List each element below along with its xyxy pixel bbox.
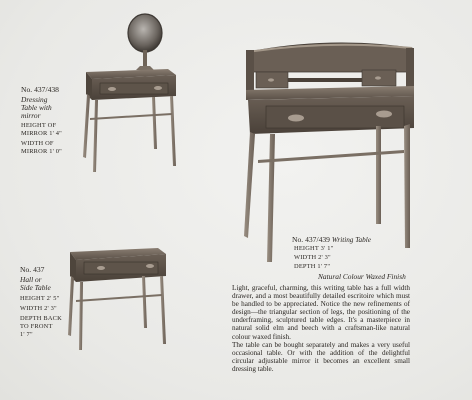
hall-table-spec-3: DEPTH BACK [20, 315, 62, 322]
dressing-table-spec-3: WIDTH OF [21, 140, 54, 147]
dressing-table-spec-2: MIRROR 1' 4" [21, 130, 62, 137]
writing-table-spec-2: WIDTH 2' 3" [294, 254, 331, 261]
hall-table-spec-5: 1' 7" [20, 331, 33, 338]
hall-table-number: No. 437 [20, 265, 45, 274]
finish-label: Natural Colour Waxed Finish [318, 272, 406, 281]
writing-table-spec-1: HEIGHT 3' 1" [294, 245, 334, 252]
hall-table-spec-1: HEIGHT 2' 5" [20, 295, 60, 302]
hall-table-spec-2: WIDTH 2' 3" [20, 305, 57, 312]
dressing-table-name-line-2: Table with [21, 103, 52, 112]
dressing-table-number: No. 437/438 [21, 85, 59, 94]
hall-table-image [68, 248, 166, 350]
hall-table-name-line-1: Hall or [20, 275, 42, 284]
writing-table-heading [292, 236, 371, 245]
writing-table-image [244, 43, 414, 262]
dressing-table-name-line-3: mirror [21, 111, 41, 120]
hall-table-name-line-2: Side Table [20, 283, 51, 292]
writing-table-description [232, 284, 410, 373]
dressing-table-spec-4: MIRROR 1' 0" [21, 148, 62, 155]
description-paragraph-2: The table can be bought separately and makes a very useful occasional table. Or with the addition of the delightful circular adjustable mirror it becomes an excellent small dressing table. [232, 340, 410, 373]
writing-table-name: Writing Table [331, 236, 371, 244]
dressing-table-spec-1: HEIGHT OF [21, 122, 57, 129]
dressing-table-image [83, 14, 176, 172]
hall-table-spec-4: TO FRONT [20, 323, 53, 330]
writing-table-number: No. 437/439 [292, 235, 330, 244]
dressing-table-name-line-1: Dressing [21, 95, 48, 104]
description-paragraph-1: Light, graceful, charming, this writing table has a full width drawer, and a most beautifully detailed escritoire which must be handled to be appreciated. Notice the new refinements of design—the triangular section of legs, the positioning of the underframing, sculptured table edges. It's a masterpiece in natural solid elm and beech with a craftsman-like natural colour waxed finish. [232, 284, 410, 341]
writing-table-spec-3: DEPTH 1' 7" [294, 263, 331, 270]
